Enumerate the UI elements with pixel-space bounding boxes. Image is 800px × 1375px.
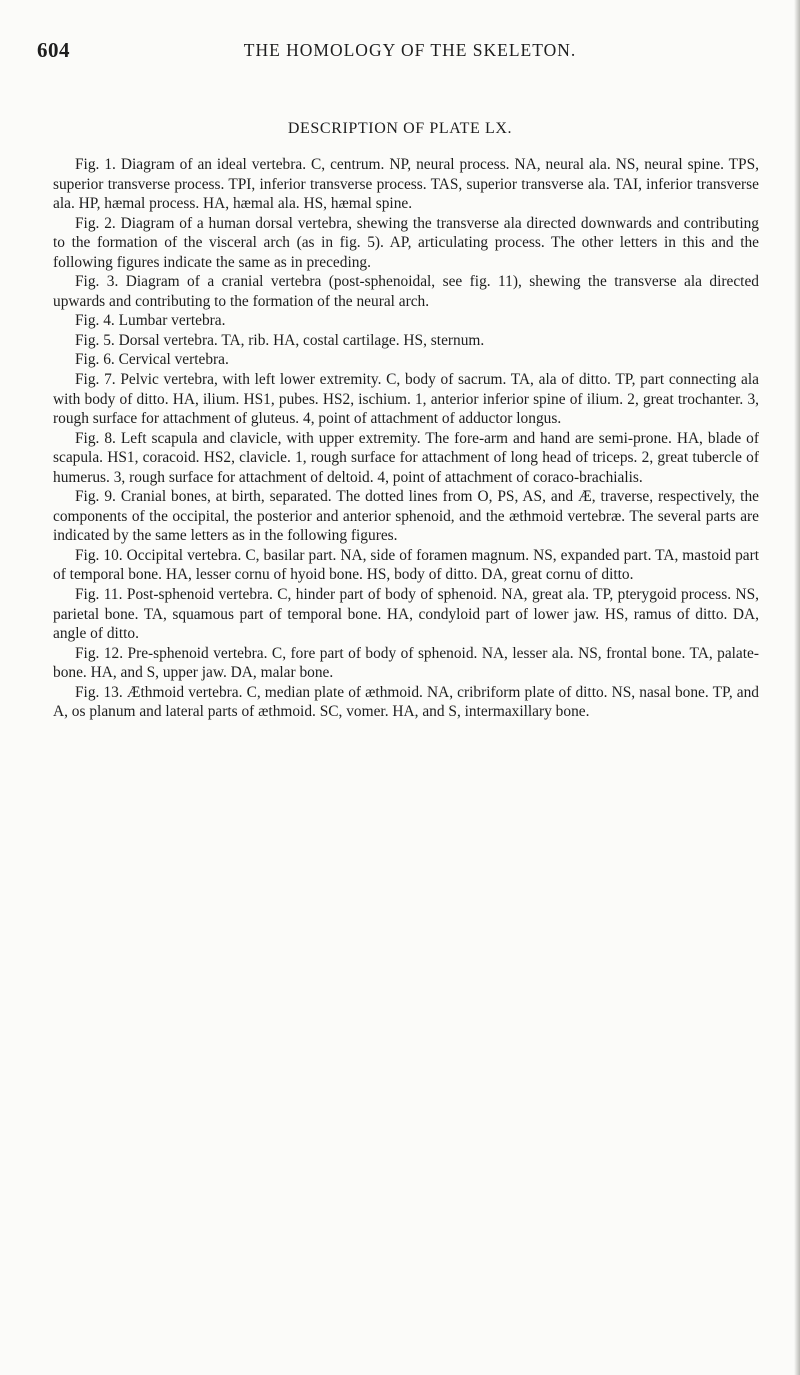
running-head: [37, 38, 763, 68]
fig-12-description: Fig. 12. Pre-sphenoid vertebra. C, fore part of body of sphenoid. NA, lesser ala. NS, frontal bone. TA, palate-bone. HA, and S, upper jaw. DA, malar bone.: [53, 644, 759, 682]
fig-2-description: Fig. 2. Diagram of a human dorsal vertebra, shewing the transverse ala directed downwards and contributing to the formation of the visceral arch (as in fig. 5). AP, articulating process. The other letters in this and the following figures indicate the same as in preceding.: [53, 214, 759, 271]
fig-3-description: Fig. 3. Diagram of a cranial vertebra (post-sphenoidal, see fig. 11), shewing the transverse ala directed upwards and contributing to the formation of the neural arch.: [53, 273, 759, 310]
fig-13-description: Fig. 13. Æthmoid vertebra. C, median plate of æthmoid. NA, cribriform plate of ditto. NS, nasal bone. TP, and A, os planum and lateral parts of æthmoid. SC, vomer. HA, and S, intermaxillary bone.: [53, 683, 759, 721]
fig-5-description: Fig. 5. Dorsal vertebra. TA, rib. HA, costal cartilage. HS, sternum.: [75, 331, 485, 349]
fig-4-description: Fig. 4. Lumbar vertebra.: [75, 312, 226, 330]
fig-1-description: Fig. 1. Diagram of an ideal vertebra. C, centrum. NP, neural process. NA, neural ala. NS, neural spine. TPS, superior transverse process. TPI, inferior transverse process. TAS, superior transverse ala. TAI, inferior transverse ala. HP, hæmal process. HA, hæmal ala. HS, hæmal spine.: [53, 156, 759, 213]
body-text: [53, 155, 759, 722]
fig-8-description: Fig. 8. Left scapula and clavicle, with upper extremity. The fore-arm and hand are semi-prone. HA, blade of scapula. HS1, coracoid. HS2, clavicle. 1, rough surface for attachment of long head of triceps. 2, great tubercle of humerus. 3, rough surface for attachment of deltoid. 4, point of attachment of coraco-brachialis.: [53, 429, 759, 486]
fig-11-description: Fig. 11. Post-sphenoid vertebra. C, hinder part of body of sphenoid. NA, great ala. TP, pterygoid process. NS, parietal bone. TA, squamous part of temporal bone. HA, condyloid part of lower jaw. HS, ramus of ditto. DA, angle of ditto.: [53, 586, 759, 643]
fig-6-description: Fig. 6. Cervical vertebra.: [75, 351, 229, 369]
fig-9-description: Fig. 9. Cranial bones, at birth, separated. The dotted lines from O, PS, AS, and Æ, traverse, respectively, the components of the occipital, the posterior and anterior sphenoid, and the æthmoid vertebræ. The several parts are indicated by the same letters as in the following figures.: [53, 488, 759, 545]
running-title: THE HOMOLOGY OF THE SKELETON.: [243, 40, 577, 60]
page-edge-shadow: [794, 0, 800, 1375]
section-title: DESCRIPTION OF PLATE LX.: [287, 120, 513, 137]
page-number: 604: [37, 38, 70, 62]
fig-7-description: Fig. 7. Pelvic vertebra, with left lower extremity. C, body of sacrum. TA, ala of ditto. TP, part connecting ala with body of ditto. HA, ilium. HS1, pubes. HS2, ischium. 1, anterior inferior spine of ilium. 2, great trochanter. 3, rough surface for attachment of gluteus. 4, point of attachment of adductor longus.: [53, 371, 759, 428]
fig-10-description: Fig. 10. Occipital vertebra. C, basilar part. NA, side of foramen magnum. NS, expanded part. TA, mastoid part of temporal bone. HA, lesser cornu of hyoid bone. HS, body of ditto. DA, great cornu of ditto.: [53, 546, 759, 584]
